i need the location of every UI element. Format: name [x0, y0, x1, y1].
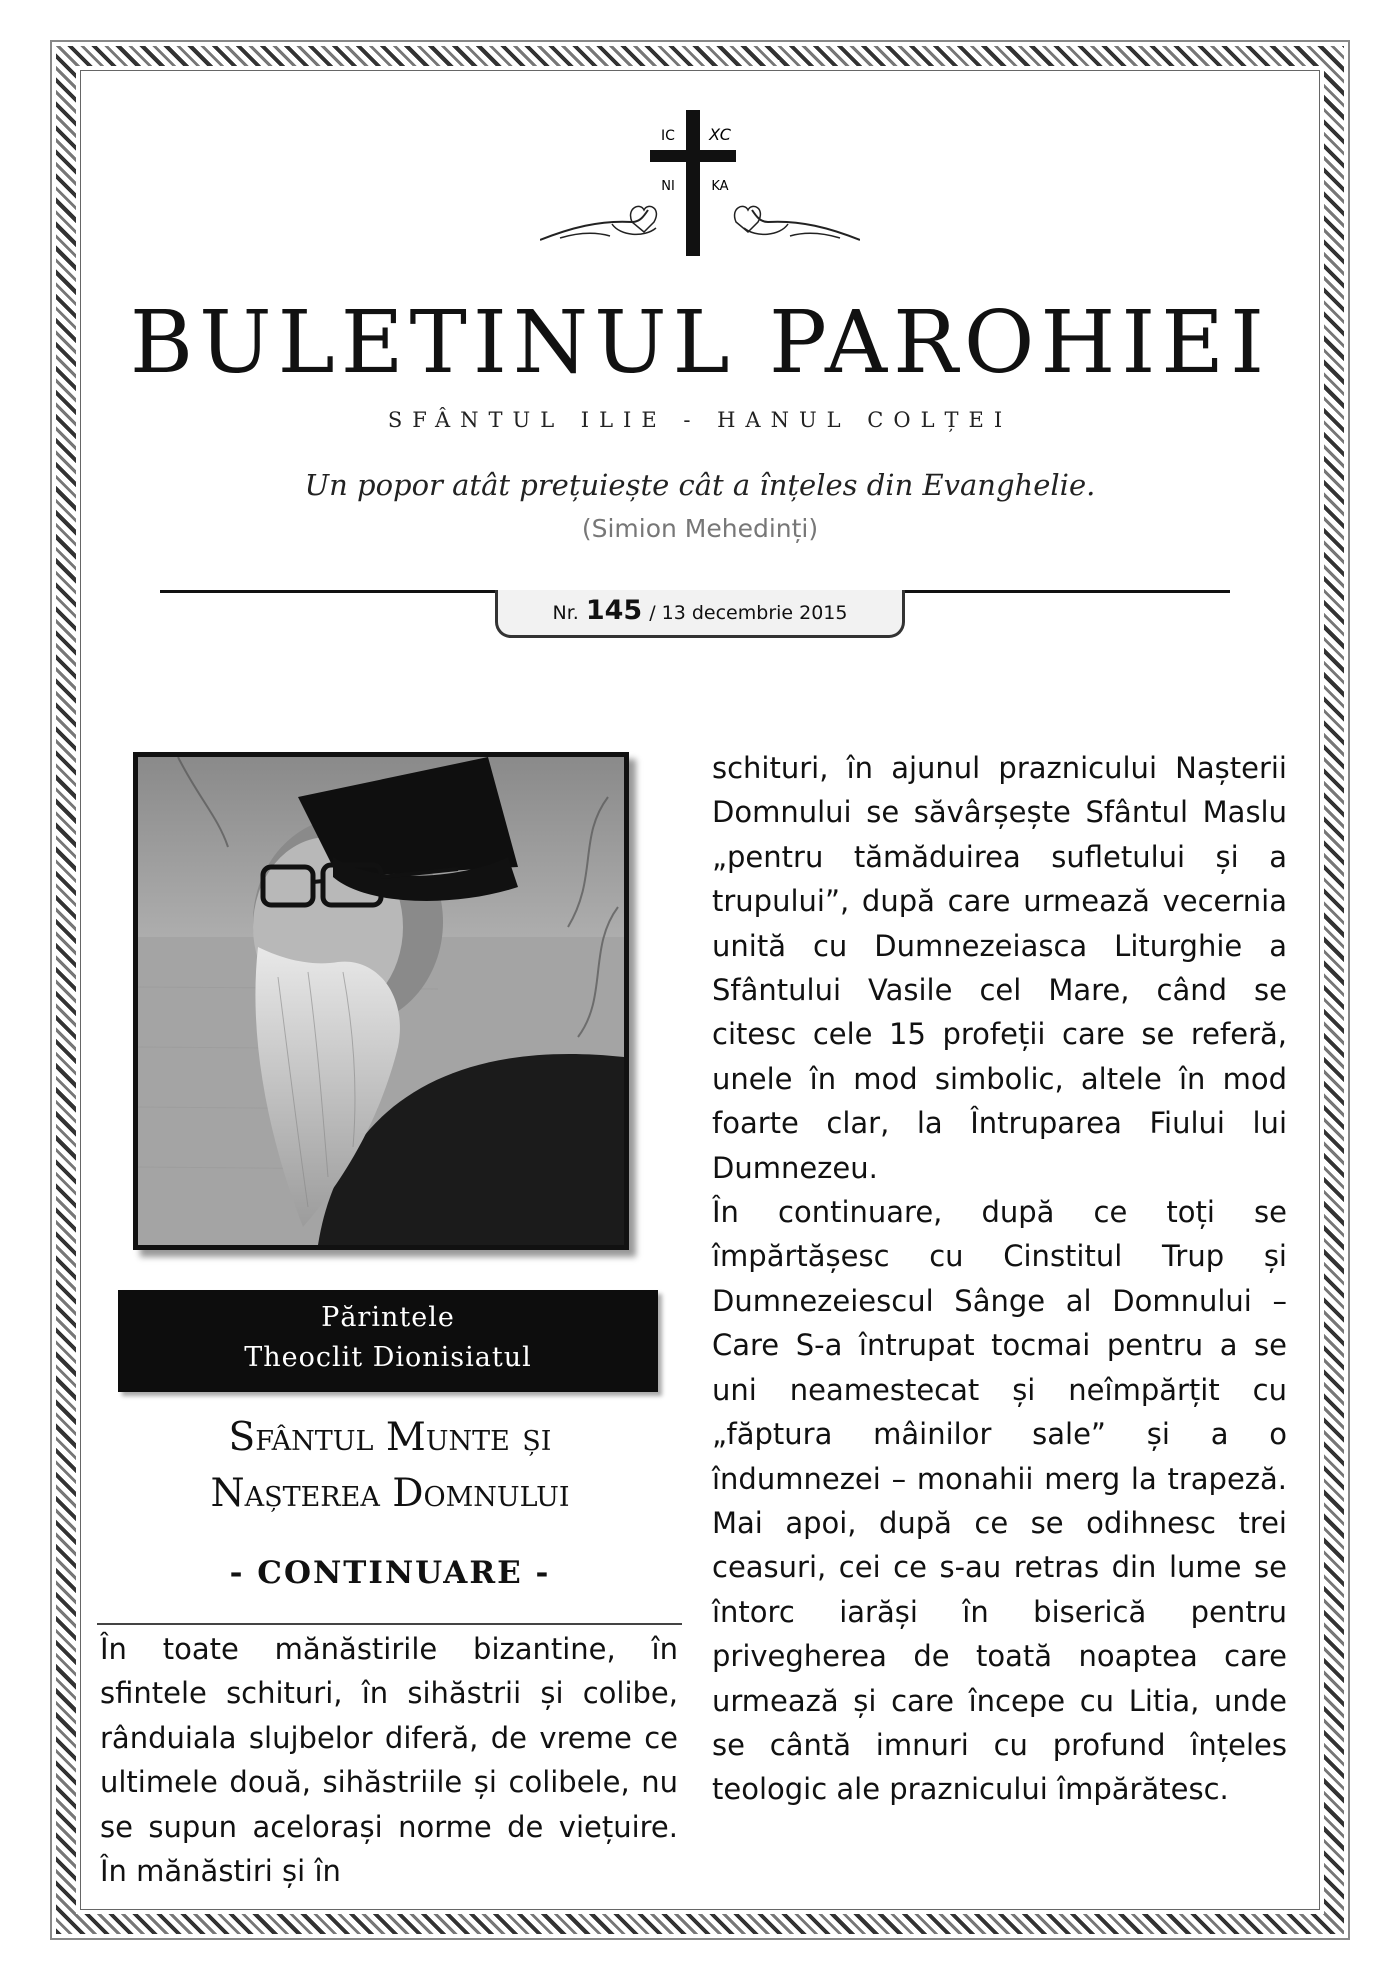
author-name-banner [118, 1290, 658, 1392]
motto-author: (Simion Mehedinți) [581, 514, 819, 543]
right-column-paragraph-2: În continuare, după ce toți se împărtășesc cu Cinstitul Trup și Dumnezeiescul Sânge al Domnului – Care S-a întrupat tocmai pentru a se uni neamestecat și neîmpărțit cu „făptura mâinilor sale” și a o îndumnezei – monahii merg la trapeză. Mai apoi, după ce se odihnesc trei ceasuri, cei ce s-au retras din lume se întorc iarăși în biserică pentru privegherea de toată noaptea care urmează și care începe cu Litia, unde se cântă imnuri cu profund înțeles teologic ale praznicului împărătesc. [712, 1195, 1287, 1807]
article-title-line2: Nașterea Domnului [210, 1471, 570, 1516]
issue-number: 145 [585, 595, 643, 626]
left-column-text: În toate mănăstirile bizantine, în sfintele schituri, în sihăstrii și colibe, rânduiala slujbelor diferă, de vreme ce ultimele două, sihăstriile și colibele, nu se supun acelorași norme de viețuire. În mănăstiri și în [100, 1632, 678, 1889]
emblem-xc: XC [709, 125, 731, 144]
cross-icon [540, 110, 860, 260]
parish-subtitle: SFÂNTUL ILIE - HANUL COLȚEI [387, 408, 1013, 432]
author-title: Părintele [321, 1302, 455, 1333]
bulletin-title: BULETINUL PAROHIEI [129, 293, 1271, 393]
motto-quote: Un popor atât prețuiește cât a înțeles din Evanghelie. [304, 468, 1096, 502]
author-portrait [133, 752, 629, 1250]
article-rule [97, 1623, 682, 1625]
right-column [712, 746, 1287, 1812]
emblem-ka: KA [711, 179, 729, 194]
article-title-line1: Sfântul Munte și [228, 1415, 552, 1460]
issue-tab [495, 590, 905, 638]
emblem-ic: IC [661, 128, 675, 144]
right-column-paragraph-1: schituri, în ajunul praznicului Nașterii Domnului se săvârșește Sfântul Maslu „pentru tămăduirea sufletului și a trupului”, după care urmează vecernia unită cu Dumnezeiasca Liturghie a Sfântului Vasile cel Mare, când se citesc cele 15 profeții care se referă, unele în mod simbolic, altele în mod foarte clar, la Întruparea Fiului lui Dumnezeu. [712, 751, 1287, 1185]
emblem-ni: NI [661, 179, 675, 194]
article-title [100, 1410, 680, 1522]
author-name: Theoclit Dionisiatul [244, 1342, 532, 1373]
continuation-label: - CONTINUARE - [229, 1555, 551, 1591]
issue-prefix: Nr. [552, 602, 579, 624]
left-column [100, 1627, 678, 1893]
issue-date: / 13 decembrie 2015 [649, 602, 848, 624]
